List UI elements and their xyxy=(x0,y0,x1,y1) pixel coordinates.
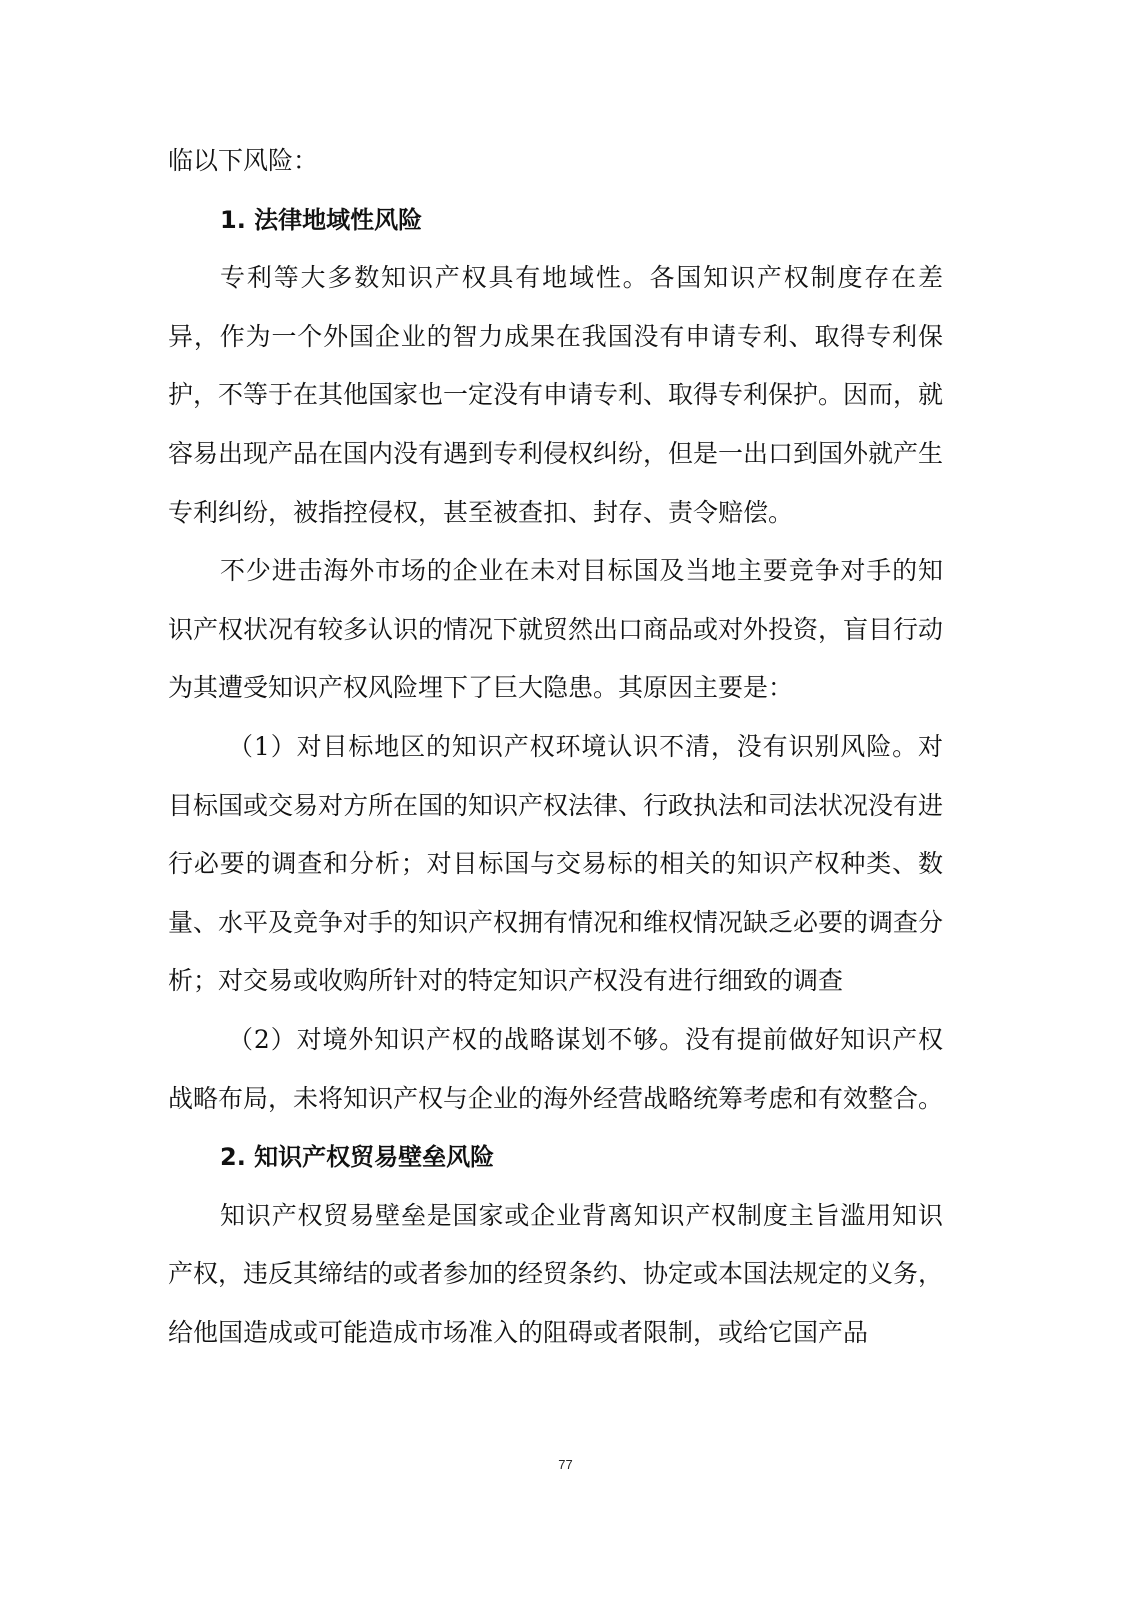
continuation-paragraph: 临以下风险： xyxy=(168,146,319,175)
list-item: （1）对目标地区的知识产权环境认识不清，没有识别风险。对目标国或交易对方所在国的知识产权法律、行政执法和司法状况没有进行必要的调查和分析；对目标国与交易标的相关的知识产权种类、数量、水平及竞争对手的知识产权拥有情况和维权情况缺乏必要的调查分析；对交易或收购所针对的特定知识产权没有进行细致的调查 xyxy=(168,731,944,996)
section-heading-trade-barrier: 2. 知识产权贸易壁垒风险 xyxy=(220,1143,495,1172)
list-item: （2）对境外知识产权的战略谋划不够。没有提前做好知识产权战略布局，未将知识产权与企业的海外经营战略统筹考虑和有效整合。 xyxy=(168,1024,944,1113)
body-paragraph: 知识产权贸易壁垒是国家或企业背离知识产权制度主旨滥用知识产权，违反其缔结的或者参加的经贸条约、协定或本国法规定的义务，给他国造成或可能造成市场准入的阻碍或者限制，或给它国产品 xyxy=(168,1200,944,1347)
body-paragraph: 不少进击海外市场的企业在未对目标国及当地主要竞争对手的知识产权状况有较多认识的情况下就贸然出口商品或对外投资，盲目行动为其遭受知识产权风险埋下了巨大隐患。其原因主要是： xyxy=(168,556,944,703)
body-paragraph: 专利等大多数知识产权具有地域性。各国知识产权制度存在差异，作为一个外国企业的智力成果在我国没有申请专利、取得专利保护，不等于在其他国家也一定没有申请专利、取得专利保护。因而，就容易出现产品在国内没有遇到专利侵权纠纷，但是一出口到国外就产生专利纠纷，被指控侵权，甚至被查扣、封存、责令赔偿。 xyxy=(168,263,944,527)
section-heading-legal-territoriality: 1. 法律地域性风险 xyxy=(220,205,423,234)
page-number: 77 xyxy=(558,1457,573,1472)
page-body xyxy=(168,132,943,1362)
